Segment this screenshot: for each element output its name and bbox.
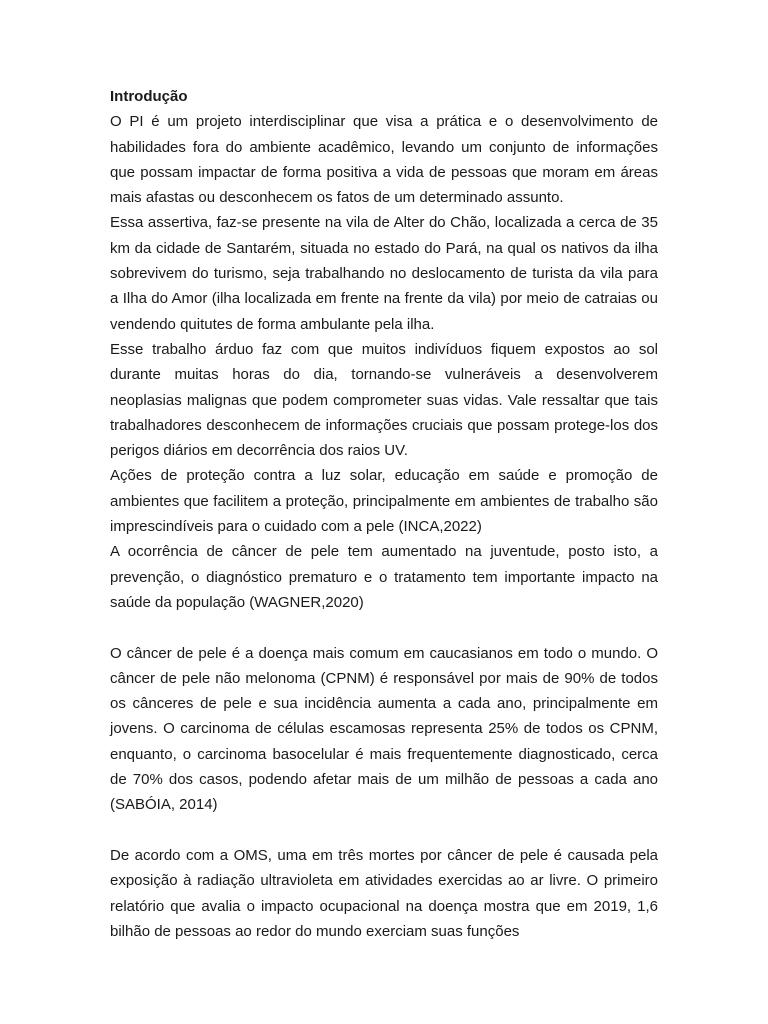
paragraph-protection-actions: Ações de proteção contra a luz solar, educação em saúde e promoção de ambientes que facilitem a proteção, principalmente em ambientes de trabalho são imprescindíveis para o cuidado com a pele (INCA,2022) <box>110 467 658 536</box>
paragraph-skin-cancer-youth: A ocorrência de câncer de pele tem aumentado na juventude, posto isto, a prevenção, o diagnóstico prematuro e o tratamento tem importante impacto na saúde da população (WAGNER,2020) <box>110 543 658 611</box>
document-page <box>110 84 658 944</box>
paragraph-oms-report: De acordo com a OMS, uma em três mortes por câncer de pele é causada pela exposição à radiação ultravioleta em atividades exercidas ao ar livre. O primeiro relatório que avalia o impacto ocupacional na doença mostra que em 2019, 1,6 bilhão de pessoas ao redor do mundo exerciam suas funções <box>110 846 658 940</box>
paragraph-spacer <box>110 615 658 640</box>
paragraph-spacer <box>110 818 658 843</box>
paragraph-pi-intro: O PI é um projeto interdisciplinar que visa a prática e o desenvolvimento de habilidades fora do ambiente acadêmico, levando um conjunto de informações que possam impactar de forma positiva a vida de pessoas que moram em áreas mais afastas ou desconhecem os fatos de um determinado assunto. <box>110 113 658 207</box>
paragraph-sun-exposure: Esse trabalho árduo faz com que muitos indivíduos fiquem expostos ao sol durante muitas horas do dia, tornando-se vulneráveis a desenvolverem neoplasias malignas que podem comprometer suas vidas. Vale ressaltar que tais trabalhadores desconhecem de informações cruciais que possam protege-los dos perigos diários em decorrência dos raios UV. <box>110 340 658 460</box>
paragraph-skin-cancer-statistics: O câncer de pele é a doença mais comum em caucasianos em todo o mundo. O câncer de pele não melonoma (CPNM) é responsável por mais de 90% de todos os cânceres de pele e sua incidência aumenta a cada ano, principalmente em jovens. O carcinoma de células escamosas representa 25% de todos os CPNM, enquanto, o carcinoma basocelular é mais frequentemente diagnosticado, cerca de 70% dos casos, podendo afetar mais de um milhão de pessoas a cada ano (SABÓIA, 2014) <box>110 644 658 814</box>
paragraph-alter-do-chao: Essa assertiva, faz-se presente na vila de Alter do Chão, localizada a cerca de 35 km da cidade de Santarém, situada no estado do Pará, na qual os nativos da ilha sobrevivem do turismo, seja trabalhando no deslocamento de turista da vila para a Ilha do Amor (ilha localizada em frente na frente da vila) por meio de catraias ou vendendo quitutes de forma ambulante pela ilha. <box>110 214 658 333</box>
section-heading: Introdução <box>110 88 188 105</box>
